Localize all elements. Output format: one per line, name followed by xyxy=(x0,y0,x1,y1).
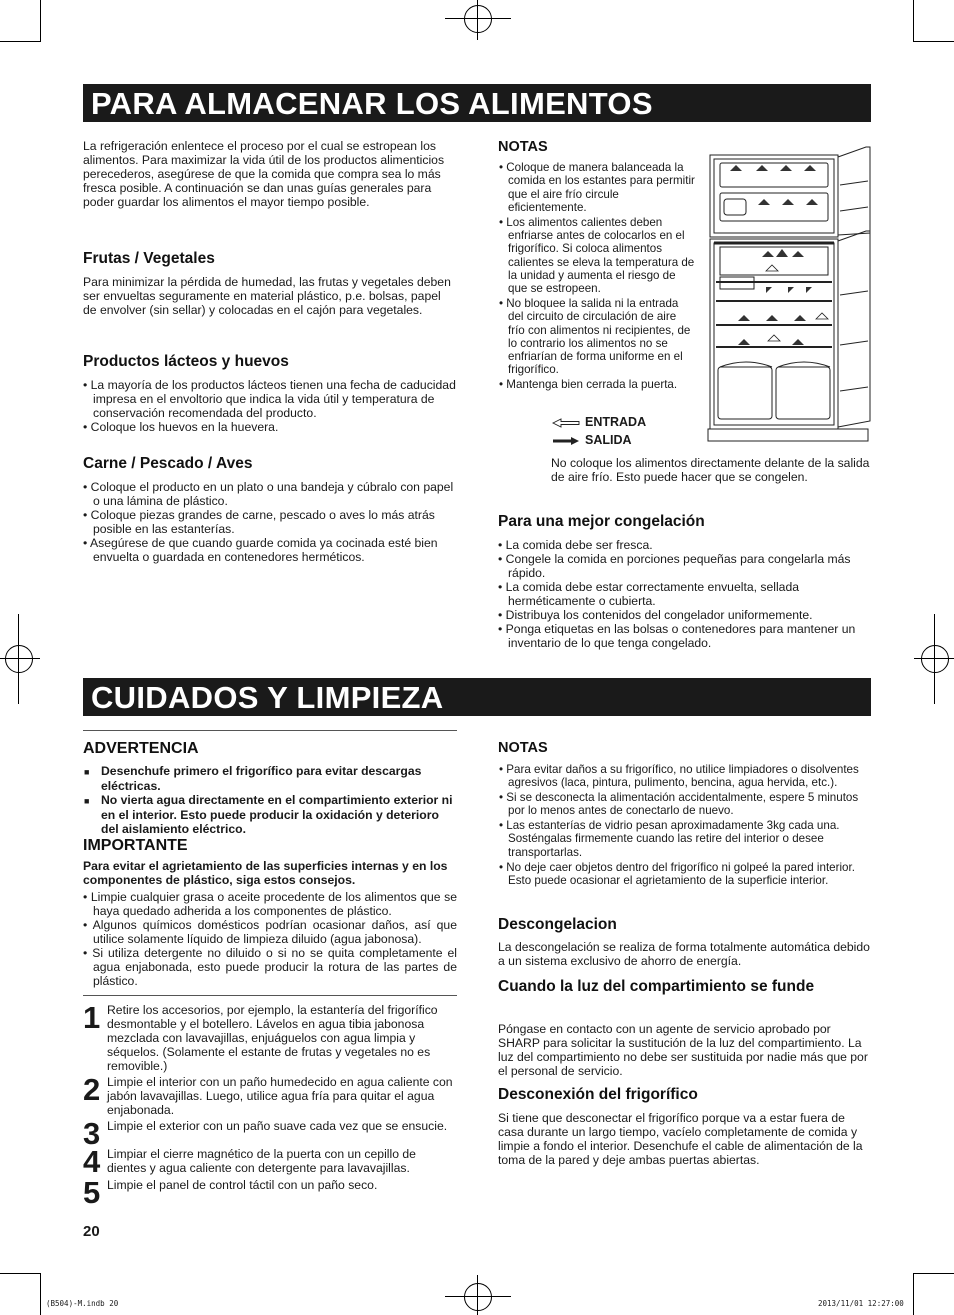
list-item: • Mantenga bien cerrada la puerta. xyxy=(498,378,696,391)
heading-notas-2: NOTAS xyxy=(498,740,548,756)
list-item: • Coloque de manera balanceada la comida en los estantes para permitir que el aire frío circule eficientemente. xyxy=(498,161,696,214)
legend-salida: SALIDA xyxy=(585,433,632,447)
list-item: • Asegúrese de que cuando guarde comida ya cocinada esté bien envuelta o guardada en contenedores herméticos. xyxy=(83,536,457,564)
list-item: • Limpie cualquier grasa o aceite procedente de los alimentos que se haya quedado adherida a los componentes de plástico. xyxy=(83,890,457,918)
carne-list xyxy=(83,480,457,564)
step-4 xyxy=(83,1144,457,1179)
list-item: • Distribuya los contenidos del congelador uniformemente. xyxy=(498,608,871,622)
page-number: 20 xyxy=(83,1223,100,1240)
list-item: • Coloque piezas grandes de carne, pescado o aves lo más atrás posible en las estanterías. xyxy=(83,508,457,536)
step-text: Limpie el exterior con un paño suave cada vez que se ensucie. xyxy=(107,1119,448,1133)
heading-importante: IMPORTANTE xyxy=(83,837,188,854)
step-text: Limpie el panel de control táctil con un paño seco. xyxy=(107,1178,378,1192)
section-title-almacenar: PARA ALMACENAR LOS ALIMENTOS xyxy=(83,84,871,122)
list-item: • Si se desconecta la alimentación accidentalmente, espere 5 minutos por lo menos antes de conectarlo de nuevo. xyxy=(498,791,871,818)
crop-mark xyxy=(0,1273,41,1274)
legend-entrada: ENTRADA xyxy=(585,415,647,429)
notas-list-2 xyxy=(498,763,871,889)
crop-mark xyxy=(0,41,41,42)
step-1 xyxy=(83,1000,457,1075)
list-item: • Los alimentos calientes deben enfriarse antes de colocarlos en el frigorífico. Si coloca alimentos calientes se eleva la temperatura de la unidad y aumenta el riesgo de que se estropeen. xyxy=(498,216,696,296)
step-text: Retire los accesorios, por ejemplo, la estantería del frigorífico desmontable y el botellero. Lávelos en agua tibia jabonosa mezclada con lavavajillas, enjuáguelos con agua limpia y séquelos. (Solamente el estante de frutas y vegetales no es removible.) xyxy=(107,1003,438,1073)
list-item: • Ponga etiquetas en las bolsas o contenedores para mantener un inventario de lo que tenga congelado. xyxy=(498,622,871,650)
footer-date: 2013/11/01 12:27:00 xyxy=(818,1299,904,1308)
list-item: • Coloque los huevos en la huevera. xyxy=(83,420,457,434)
intro-paragraph: La refrigeración enlentece el proceso por el cual se estropean los alimentos. Para maximizar la vida útil de los productos alimenticios perecederos, asegúrese de que la comida que compra sea lo más fresca posible. A continuación se dan unas guías generales para poder guardar los alimentos el mayor tiempo posible. xyxy=(83,139,445,209)
notas-list-1 xyxy=(498,161,696,393)
heading-frutas: Frutas / Vegetales xyxy=(83,250,215,267)
step-number: 1 xyxy=(83,1000,101,1035)
heading-luz: Cuando la luz del compartimiento se funde xyxy=(498,978,815,995)
crop-mark xyxy=(913,1273,954,1274)
congelacion-list xyxy=(498,538,871,650)
divider xyxy=(83,995,457,996)
entrada-arrow-icon xyxy=(551,418,581,428)
list-item: • Para evitar daños a su frigorífico, no utilice limpiadores o disolventes agresivos (laca, pintura, pulimento, bencina, agua hervida, etc.). xyxy=(498,763,871,790)
step-number: 2 xyxy=(83,1072,101,1107)
step-text: Limpiar el cierre magnético de la puerta con un cepillo de dientes y agua caliente con detergente para lavavajillas. xyxy=(107,1147,416,1175)
crop-mark xyxy=(913,41,954,42)
heading-advertencia: ADVERTENCIA xyxy=(83,740,199,757)
heading-congelacion: Para una mejor congelación xyxy=(498,513,705,530)
refrigerator-airflow-illustration xyxy=(706,145,872,443)
list-item: ■ No vierta agua directamente en el compartimiento exterior ni en el interior. Esto puede producir la oxidación y deterioro del aislamiento eléctrico. xyxy=(83,793,457,836)
step-2 xyxy=(83,1072,457,1119)
list-item: • Las estanterías de vidrio pesan aproximadamente 3kg cada una. Sosténgalas firmemente cuando las retire del interior o desee transportarlas. xyxy=(498,819,871,859)
list-item: • Si utiliza detergente no diluido o si no se quita completamente el agua enjabonada, esto puede producir la rotura de las partes de plástico. xyxy=(83,946,457,988)
step-3 xyxy=(83,1116,457,1151)
advertencia-list xyxy=(83,764,457,836)
heading-carne: Carne / Pescado / Aves xyxy=(83,455,253,472)
section-title-cuidados: CUIDADOS Y LIMPIEZA xyxy=(83,678,871,716)
list-item: • No bloquee la salida ni la entrada del circuito de circulación de aire frío con alimentos ni recipientes, de lo contrario los alimentos no se enfriarían de forma uniforme en el frigorífico. xyxy=(498,297,696,377)
importante-list xyxy=(83,890,457,988)
divider xyxy=(83,730,457,731)
step-number: 3 xyxy=(83,1116,101,1151)
list-item: • Algunos químicos domésticos podrían ocasionar daños, así que utilice solamente líquido de limpieza diluido (agua jabonosa). xyxy=(83,918,457,946)
list-item: • La comida debe estar correctamente envuelta, sellada herméticamente o cubierta. xyxy=(498,580,871,608)
heading-desconexion: Desconexión del frigorífico xyxy=(498,1086,698,1103)
heading-descongelacion: Descongelacion xyxy=(498,916,617,933)
list-item: ■ Desenchufe primero el frigorífico para evitar descargas eléctricas. xyxy=(83,764,457,793)
step-number: 4 xyxy=(83,1144,101,1179)
crop-mark xyxy=(913,0,914,42)
crop-mark xyxy=(913,1273,914,1315)
list-item: • La mayoría de los productos lácteos tienen una fecha de caducidad impresa en el envoltorio que indica la vida útil y temperatura de conservación recomendada del producto. xyxy=(83,378,457,420)
descongelacion-paragraph: La descongelación se realiza de forma totalmente automática debido a un sistema exclusivo de ahorro de energía. xyxy=(498,940,870,968)
desconexion-paragraph: Si tiene que desconectar el frigorífico porque va a estar fuera de casa durante un largo tiempo, vacíelo completamente de comida y limpie a fondo el interior. Desenchufe el cable de alimentación de la toma de la pared y deje ambas puertas abiertas. xyxy=(498,1111,863,1167)
footer-file: (B504)-M.indb 20 xyxy=(46,1299,119,1308)
heading-lacteos: Productos lácteos y huevos xyxy=(83,353,289,370)
frutas-paragraph: Para minimizar la pérdida de humedad, las frutas y vegetales deben ser envueltas seguramente en material plástico, p.e. bolsas, papel de envolver (sin sellar) y colocadas en el cajón para vegetales. xyxy=(83,275,451,317)
list-item: • La comida debe ser fresca. xyxy=(498,538,871,552)
list-item: • Coloque el producto en un plato o una bandeja y cúbralo con papel o una lámina de plástico. xyxy=(83,480,457,508)
salida-arrow-icon xyxy=(551,436,581,446)
luz-paragraph: Póngase en contacto con un agente de servicio aprobado por SHARP para solicitar la sustitución de la luz del compartimiento. La luz del compartimiento no debe ser sustituida por nadie más que por el personal de servicio. xyxy=(498,1022,868,1078)
importante-lead: Para evitar el agrietamiento de las superficies internas y en los componentes de plástico, siga estos consejos. xyxy=(83,859,448,887)
crop-mark xyxy=(40,0,41,42)
crop-mark xyxy=(40,1273,41,1315)
step-text: Limpie el interior con un paño humedecido en agua caliente con jabón lavavajillas. Luego, utilice agua fría para quitar el agua enjabonada. xyxy=(107,1075,453,1117)
step-5 xyxy=(83,1175,457,1210)
list-item: • No deje caer objetos dentro del frigorífico ni golpeé la pared interior. Esto puede ocasionar el agrietamiento de la superficie interior. xyxy=(498,861,871,888)
list-item: • Congele la comida en porciones pequeñas para congelarla más rápido. xyxy=(498,552,871,580)
illustration-caption: No coloque los alimentos directamente delante de la salida de aire frío. Esto puede hacer que se congelen. xyxy=(551,456,870,484)
heading-notas-1: NOTAS xyxy=(498,139,548,155)
step-number: 5 xyxy=(83,1175,101,1210)
lacteos-list xyxy=(83,378,457,434)
